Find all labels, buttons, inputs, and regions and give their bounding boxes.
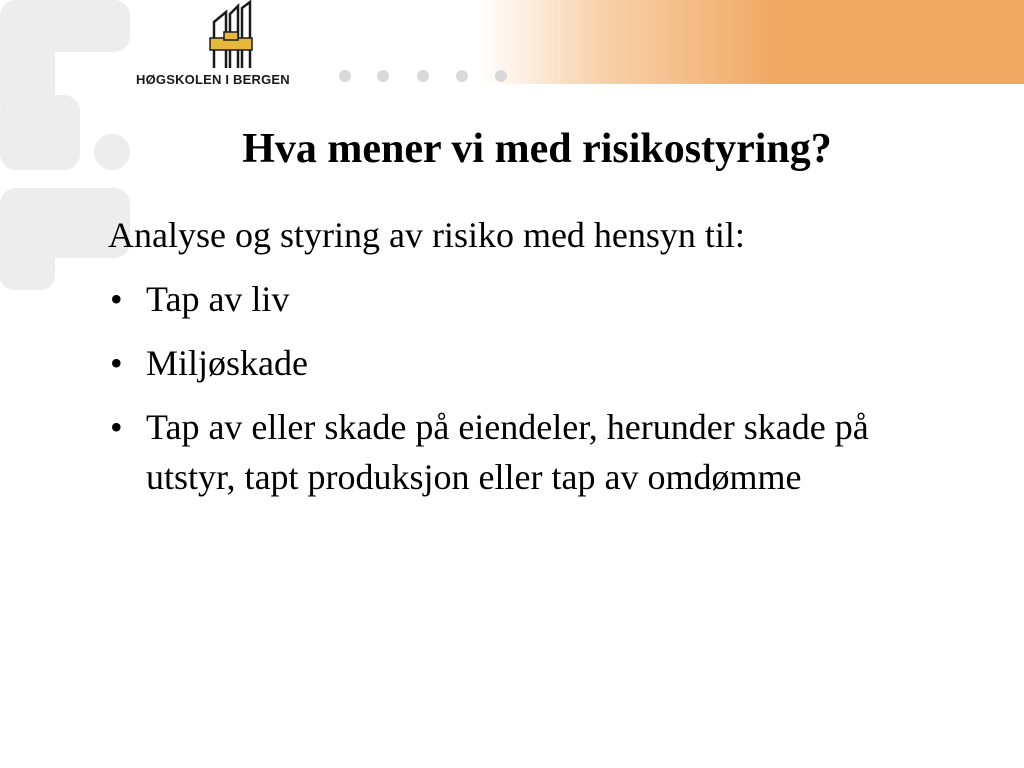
bullet-text: Tap av eller skade på eiendeler, herunder skade på utstyr, tapt produksjon eller tap av omdømme — [146, 407, 869, 497]
bullet-item — [108, 274, 966, 324]
bullet-mark: • — [110, 343, 123, 383]
logo-text: HØGSKOLEN I BERGEN — [136, 72, 290, 87]
intro-text: Analyse og styring av risiko med hensyn til: — [108, 215, 745, 255]
header-gradient-band — [480, 0, 1024, 84]
decorative-dots — [335, 68, 515, 84]
building-logo-icon — [206, 0, 258, 70]
bullet-item — [108, 402, 966, 502]
bullet-item — [108, 338, 966, 388]
institution-logo — [134, 0, 334, 92]
bullet-mark: • — [110, 407, 123, 447]
slide-body — [108, 210, 988, 516]
bullet-text: Miljøskade — [146, 343, 308, 383]
slide-title: Hva mener vi med risikostyring? — [242, 126, 832, 172]
bullet-text: Tap av liv — [146, 279, 290, 319]
bullet-list — [108, 274, 988, 502]
bullet-mark: • — [110, 279, 123, 319]
